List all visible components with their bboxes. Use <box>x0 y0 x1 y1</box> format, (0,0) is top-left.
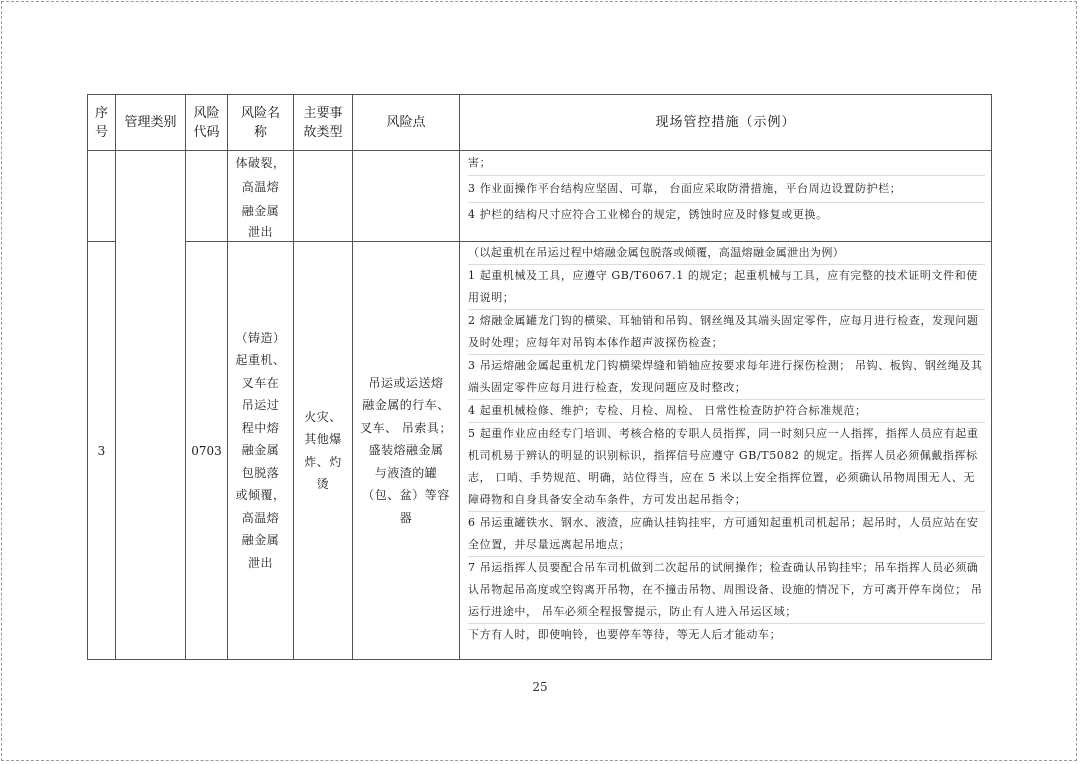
name-line: 起重机、 <box>235 353 286 368</box>
risk-row-3 <box>88 242 992 660</box>
point-line: 盛装熔融金属 <box>368 443 444 458</box>
measure-line: 7 吊运指挥人员要配合吊车司机做到二次起吊的试闸操作；检查确认吊钩挂牢；吊车指挥人员必须确认吊物起吊高度或空钩离开吊物，在不撞击吊物、周围设备、设施的情况下，方可离开停车岗位； 吊运行进途中， 吊车必须全程报警提示，防止有人进入吊运区域； <box>468 557 985 624</box>
measure-line: 1 起重机械及工具，应遵守 GB/T6067.1 的规定；起重机械与工具，应有完整的技术证明文件和使用说明； <box>468 265 985 310</box>
header-code: 风险代码 <box>186 95 228 151</box>
risk-control-table <box>87 94 992 660</box>
measure-line: 2 熔融金属罐龙门钩的横梁、耳轴销和吊钩、钢丝绳及其端头固定零件，应每月进行检查，发现问题及时处理；应每年对吊钩本体作超声波探伤检查； <box>468 310 985 355</box>
row-name <box>228 242 294 660</box>
name-line: 高温熔 <box>241 510 280 525</box>
measure-line: （以起重机在吊运过程中熔融金属包脱落或倾覆，高温熔融金属泄出为例） <box>468 242 985 265</box>
name-line: 融金属 <box>241 443 280 458</box>
header-point: 风险点 <box>353 95 460 151</box>
point-line: （包、盆）等容 <box>362 488 450 503</box>
header-name: 风险名称 <box>228 95 294 151</box>
measure-line: 4 起重机械检修、维护；专检、月检、周检、 日常性检查防护符合标准规范； <box>468 400 985 423</box>
continuation-accident <box>294 151 353 242</box>
name-line: 体破裂， <box>235 156 286 170</box>
continuation-code <box>186 151 228 242</box>
row-measures <box>460 242 992 660</box>
name-line: 叉车在 <box>241 375 280 390</box>
row-point <box>353 242 460 660</box>
name-line: 高温熔 <box>241 180 280 194</box>
accident-line: 烫 <box>316 477 330 491</box>
row-code: 0703 <box>186 242 228 660</box>
accident-line: 其他爆 <box>304 432 342 446</box>
continuation-measures <box>460 151 992 242</box>
continuation-point <box>353 151 460 242</box>
header-accident: 主要事故类型 <box>294 95 353 151</box>
header-category: 管理类别 <box>116 95 186 151</box>
accident-line: 炸、灼 <box>304 454 342 469</box>
name-line: 泄出 <box>247 555 273 570</box>
continuation-row <box>88 151 992 242</box>
measure-line: 3 吊运熔融金属起重机龙门钩横梁焊缝和销轴应按要求每年进行探伤检测； 吊钩、板钩、钢丝绳及其端头固定零件应每月进行检查，发现问题应及时整改； <box>468 355 985 400</box>
name-line: 程中熔 <box>241 420 280 435</box>
row-seq: 3 <box>88 242 116 660</box>
continuation-name <box>228 151 294 242</box>
header-measures: 现场管控措施（示例） <box>460 95 992 151</box>
row-accident <box>294 242 353 660</box>
point-line: 与液渣的罐 <box>374 465 438 480</box>
category-cell <box>116 151 186 660</box>
measure-line: 下方有人时，即使响铃，也要停车等待，等无人后才能动车； <box>468 628 782 641</box>
header-seq: 序号 <box>88 95 116 151</box>
continuation-seq <box>88 151 116 242</box>
measure-line: 4 护栏的结构尺寸应符合工业梯台的规定，锈蚀时应及时修复或更换。 <box>468 208 828 221</box>
name-line: （铸造） <box>235 330 286 345</box>
point-line: 融金属的行车、 <box>362 398 450 413</box>
name-line: 融金属 <box>241 204 280 218</box>
name-line: 或倾覆， <box>235 488 286 503</box>
page-number: 25 <box>532 680 548 694</box>
measure-line: 3 作业面操作平台结构应坚固、可靠， 台面应采取防滑措施，平台周边设置防护栏； <box>468 176 985 203</box>
header-row <box>88 95 992 151</box>
measure-line: 害； <box>468 151 985 176</box>
name-line: 包脱落 <box>241 465 280 480</box>
name-line: 吊运过 <box>241 398 280 413</box>
point-line: 叉车、 吊索具； <box>360 420 452 435</box>
point-line: 吊运或运送熔 <box>368 375 444 390</box>
measure-line: 6 吊运重罐铁水、钢水、液渣，应确认挂钩挂牢，方可通知起重机司机起吊；起吊时，人员应站在安全位置，并尽量远离起吊地点； <box>468 512 985 557</box>
name-line: 泄出 <box>247 225 273 239</box>
accident-line: 火灾、 <box>304 409 342 424</box>
point-line: 器 <box>399 510 413 525</box>
name-line: 融金属 <box>241 533 280 548</box>
measure-line: 5 起重作业应由经专门培训、考核合格的专职人员指挥，同一时刻只应一人指挥，指挥人员应有起重机司机易于辨认的明显的识别标识，指挥信号应遵守 GB/T5082 的规定。指挥人员必须佩戴指挥标志， 口哨、手势规范、明确，站位得当，应在 5 米以上安全指挥位置，必须确认吊物周围无人、无障碍物和自身具备安全动车条件，方可发出起吊指令； <box>468 423 985 512</box>
